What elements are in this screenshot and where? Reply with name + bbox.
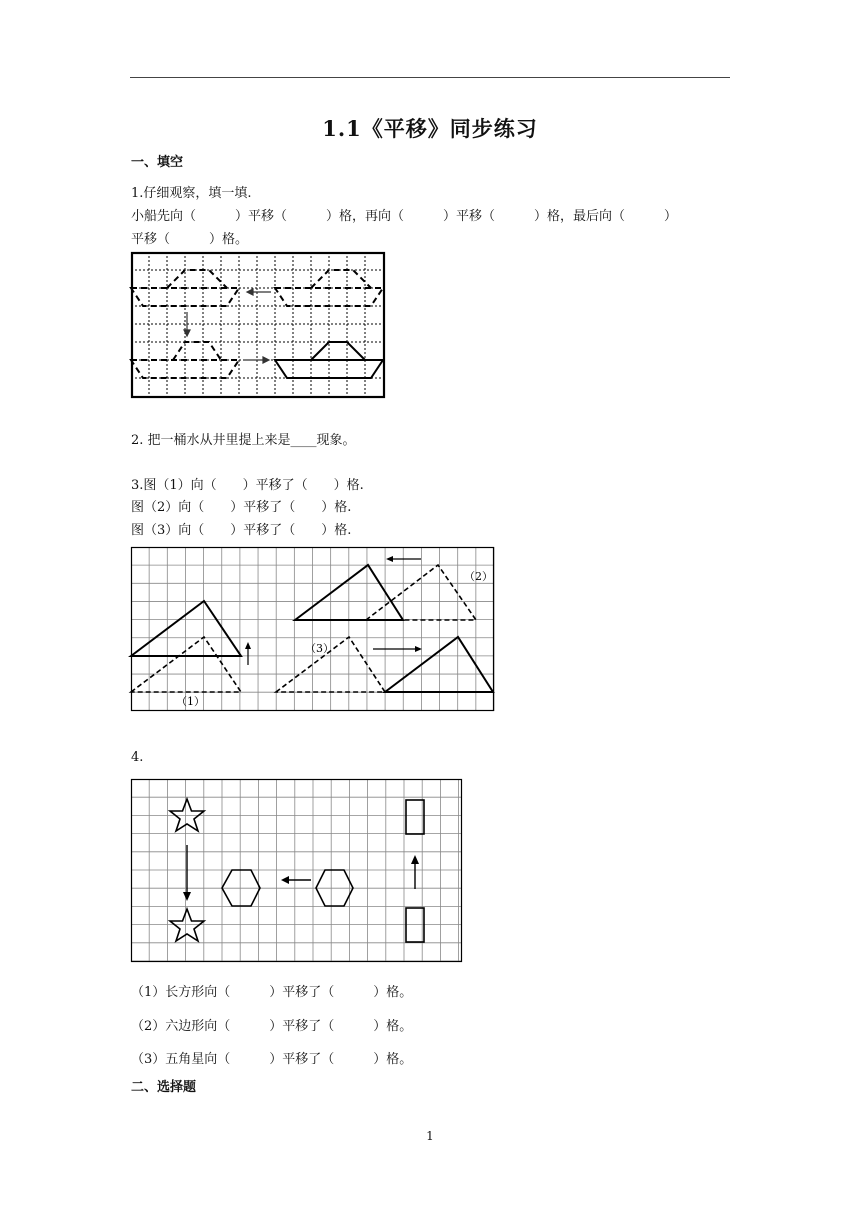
q3-line3: 图（3）向（ ）平移了（ ）格. — [131, 523, 352, 538]
q2-text: 2. 把一桶水从井里提上来是____现象。 — [131, 433, 356, 448]
shapes-translation-figure — [131, 779, 462, 962]
q1-prompt: 1.仔细观察，填一填. — [131, 186, 252, 201]
section-heading-choice: 二、选择题 — [131, 1080, 197, 1095]
q4-sub3: （3）五角星向（ ）平移了（ ）格。 — [131, 1052, 413, 1067]
header-rule — [130, 77, 730, 78]
boat-translation-figure — [131, 252, 385, 398]
section-heading-fill-blank: 一、填空 — [131, 155, 184, 170]
page-number: 1 — [426, 1129, 434, 1143]
triangle-translation-figure — [131, 547, 494, 711]
q4-sub1: （1）长方形向（ ）平移了（ ）格。 — [131, 985, 413, 1000]
q3-line1: 3.图（1）向（ ）平移了（ ）格. — [131, 478, 364, 493]
page-title: 1.1《平移》同步练习 — [322, 116, 538, 141]
figure-label-2: （2） — [464, 570, 493, 583]
q3-line2: 图（2）向（ ）平移了（ ）格. — [131, 500, 352, 515]
figure-label-1: （1） — [176, 695, 205, 708]
figure-label-3: （3） — [305, 642, 334, 655]
q1-text: 小船先向（ ）平移（ ）格，再向（ ）平移（ ）格，最后向（ ） — [131, 209, 678, 224]
q4-sub2: （2）六边形向（ ）平移了（ ）格。 — [131, 1019, 413, 1034]
q4-number: 4. — [131, 750, 144, 765]
q1-text-cont: 平移（ ）格。 — [131, 232, 249, 247]
